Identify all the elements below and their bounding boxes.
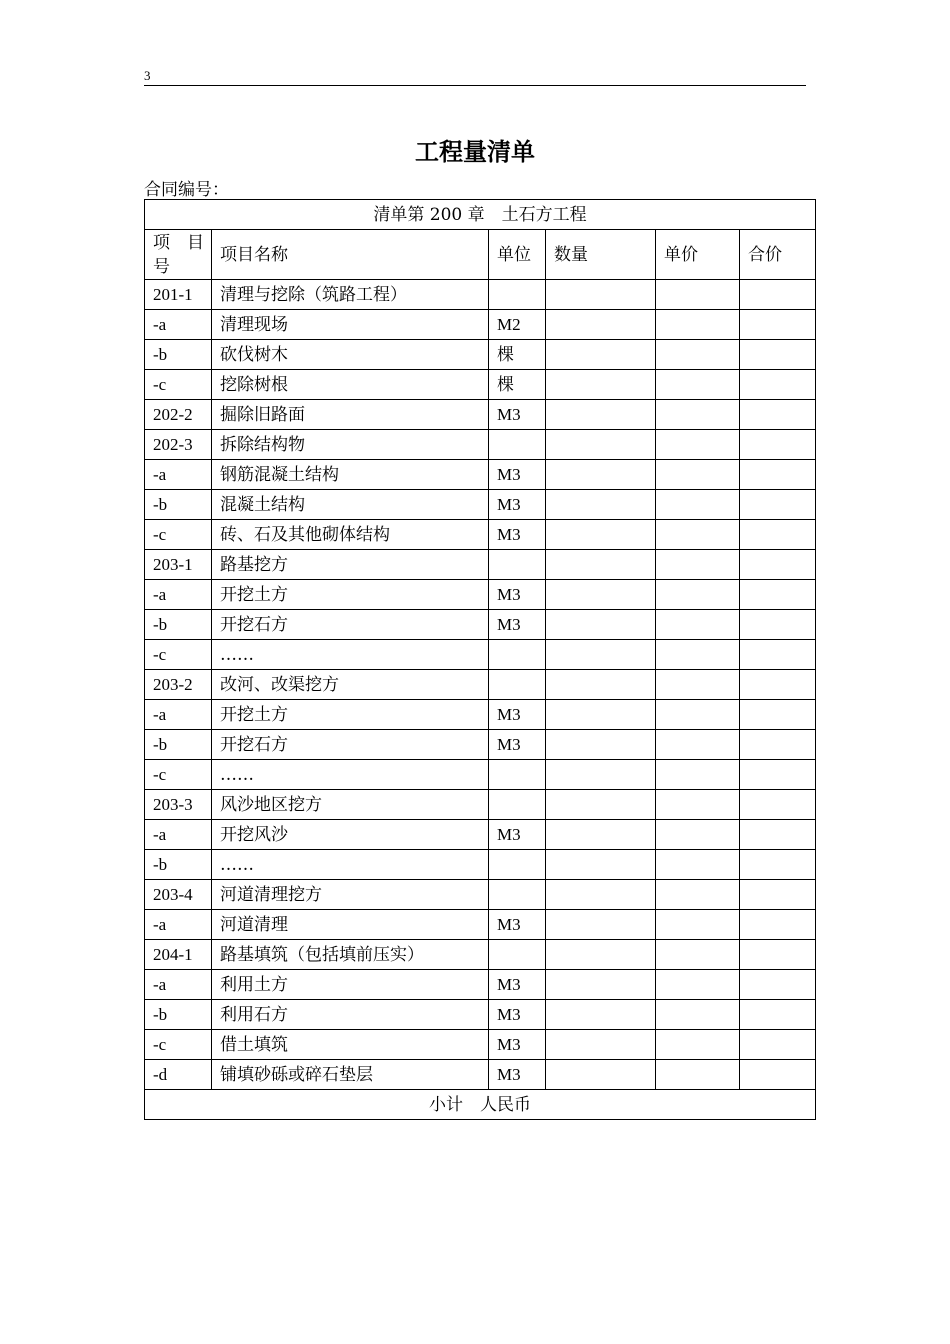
item-no-cell: -a: [145, 700, 212, 730]
unit-price-cell: [656, 370, 740, 400]
total-price-cell: [740, 670, 816, 700]
chapter-heading: 清单第 200 章 土石方工程: [145, 200, 816, 230]
quantity-cell: [546, 430, 656, 460]
item-name-cell: 开挖风沙: [212, 820, 489, 850]
total-price-cell: [740, 700, 816, 730]
item-no-cell: 202-3: [145, 430, 212, 460]
quantity-cell: [546, 700, 656, 730]
item-name-cell: 河道清理: [212, 910, 489, 940]
quantity-cell: [546, 580, 656, 610]
item-name-cell: ……: [212, 640, 489, 670]
table-row: [145, 1060, 816, 1090]
table-row: [145, 370, 816, 400]
unit-price-cell: [656, 670, 740, 700]
item-no-cell: -a: [145, 910, 212, 940]
item-no-cell: -b: [145, 340, 212, 370]
unit-price-cell: [656, 760, 740, 790]
item-no-cell: -b: [145, 490, 212, 520]
item-name-cell: 掘除旧路面: [212, 400, 489, 430]
item-name-cell: 清理与挖除（筑路工程）: [212, 280, 489, 310]
column-header-row: [145, 230, 816, 280]
total-price-cell: [740, 970, 816, 1000]
quantity-cell: [546, 1060, 656, 1090]
subtotal-label: 小计 人民币: [145, 1090, 816, 1120]
total-price-cell: [740, 910, 816, 940]
total-price-cell: [740, 310, 816, 340]
table-row: [145, 760, 816, 790]
quantity-cell: [546, 820, 656, 850]
table-row: [145, 460, 816, 490]
table-row: [145, 280, 816, 310]
unit-price-cell: [656, 700, 740, 730]
item-name-cell: 砖、石及其他砌体结构: [212, 520, 489, 550]
item-no-cell: -c: [145, 520, 212, 550]
item-name-cell: 拆除结构物: [212, 430, 489, 460]
table-row: [145, 850, 816, 880]
unit-cell: M3: [489, 610, 546, 640]
item-name-cell: ……: [212, 760, 489, 790]
item-name-cell: 河道清理挖方: [212, 880, 489, 910]
column-header-item-no: 项 目号: [145, 230, 212, 280]
quantity-cell: [546, 370, 656, 400]
column-header-unit-price: 单价: [656, 230, 740, 280]
unit-cell: [489, 550, 546, 580]
item-no-cell: -c: [145, 760, 212, 790]
quantity-cell: [546, 940, 656, 970]
unit-cell: M3: [489, 400, 546, 430]
item-name-cell: ……: [212, 850, 489, 880]
item-no-cell: 202-2: [145, 400, 212, 430]
unit-cell: [489, 850, 546, 880]
item-no-cell: -a: [145, 310, 212, 340]
unit-price-cell: [656, 910, 740, 940]
total-price-cell: [740, 400, 816, 430]
quantity-cell: [546, 340, 656, 370]
item-name-cell: 利用土方: [212, 970, 489, 1000]
unit-cell: M3: [489, 1030, 546, 1060]
table-row: [145, 490, 816, 520]
item-name-cell: 开挖土方: [212, 700, 489, 730]
item-no-cell: -b: [145, 610, 212, 640]
total-price-cell: [740, 460, 816, 490]
table-row: [145, 310, 816, 340]
bill-of-quantities-table: [144, 199, 816, 1120]
unit-price-cell: [656, 490, 740, 520]
unit-cell: M3: [489, 1000, 546, 1030]
total-price-cell: [740, 610, 816, 640]
item-no-cell: -b: [145, 730, 212, 760]
unit-price-cell: [656, 880, 740, 910]
total-price-cell: [740, 340, 816, 370]
table-row: [145, 730, 816, 760]
item-no-cell: -b: [145, 850, 212, 880]
item-no-cell: -d: [145, 1060, 212, 1090]
quantity-cell: [546, 490, 656, 520]
table-row: [145, 670, 816, 700]
unit-cell: M3: [489, 970, 546, 1000]
item-no-cell: -a: [145, 580, 212, 610]
unit-price-cell: [656, 730, 740, 760]
item-no-cell: -a: [145, 970, 212, 1000]
table-row: [145, 910, 816, 940]
unit-cell: [489, 430, 546, 460]
item-name-cell: 开挖土方: [212, 580, 489, 610]
total-price-cell: [740, 430, 816, 460]
quantity-cell: [546, 670, 656, 700]
table-row: [145, 1030, 816, 1060]
total-price-cell: [740, 640, 816, 670]
table-row: [145, 790, 816, 820]
unit-price-cell: [656, 580, 740, 610]
subtotal-row: [145, 1090, 816, 1120]
item-name-cell: 借土填筑: [212, 1030, 489, 1060]
total-price-cell: [740, 520, 816, 550]
total-price-cell: [740, 1030, 816, 1060]
unit-price-cell: [656, 520, 740, 550]
item-no-cell: -c: [145, 370, 212, 400]
total-price-cell: [740, 760, 816, 790]
item-no-cell: -a: [145, 460, 212, 490]
total-price-cell: [740, 280, 816, 310]
total-price-cell: [740, 580, 816, 610]
table-row: [145, 970, 816, 1000]
quantity-cell: [546, 280, 656, 310]
quantity-cell: [546, 880, 656, 910]
item-no-cell: 203-2: [145, 670, 212, 700]
total-price-cell: [740, 490, 816, 520]
quantity-cell: [546, 460, 656, 490]
total-price-cell: [740, 790, 816, 820]
unit-price-cell: [656, 970, 740, 1000]
table-row: [145, 550, 816, 580]
unit-cell: [489, 760, 546, 790]
quantity-cell: [546, 520, 656, 550]
total-price-cell: [740, 940, 816, 970]
unit-price-cell: [656, 310, 740, 340]
quantity-cell: [546, 790, 656, 820]
quantity-cell: [546, 760, 656, 790]
unit-cell: M2: [489, 310, 546, 340]
unit-cell: M3: [489, 490, 546, 520]
header-rule: [144, 85, 806, 86]
table-row: [145, 1000, 816, 1030]
item-no-cell: 204-1: [145, 940, 212, 970]
quantity-cell: [546, 550, 656, 580]
unit-cell: [489, 670, 546, 700]
item-no-cell: -c: [145, 640, 212, 670]
unit-cell: M3: [489, 700, 546, 730]
unit-price-cell: [656, 340, 740, 370]
quantity-cell: [546, 610, 656, 640]
item-no-cell: 203-1: [145, 550, 212, 580]
table-row: [145, 340, 816, 370]
unit-cell: [489, 940, 546, 970]
unit-cell: M3: [489, 820, 546, 850]
item-name-cell: 混凝土结构: [212, 490, 489, 520]
total-price-cell: [740, 730, 816, 760]
item-name-cell: 钢筋混凝土结构: [212, 460, 489, 490]
item-name-cell: 挖除树根: [212, 370, 489, 400]
unit-price-cell: [656, 640, 740, 670]
item-name-cell: 铺填砂砾或碎石垫层: [212, 1060, 489, 1090]
chapter-heading-row: [145, 200, 816, 230]
item-no-cell: -a: [145, 820, 212, 850]
quantity-cell: [546, 1000, 656, 1030]
quantity-cell: [546, 310, 656, 340]
unit-price-cell: [656, 940, 740, 970]
quantity-cell: [546, 640, 656, 670]
item-no-cell: 203-4: [145, 880, 212, 910]
total-price-cell: [740, 550, 816, 580]
unit-cell: 棵: [489, 370, 546, 400]
unit-cell: M3: [489, 580, 546, 610]
item-name-cell: 清理现场: [212, 310, 489, 340]
unit-price-cell: [656, 280, 740, 310]
total-price-cell: [740, 820, 816, 850]
quantity-cell: [546, 970, 656, 1000]
unit-price-cell: [656, 820, 740, 850]
column-header-total-price: 合价: [740, 230, 816, 280]
quantity-cell: [546, 400, 656, 430]
item-no-cell: -b: [145, 1000, 212, 1030]
unit-cell: [489, 640, 546, 670]
column-header-unit: 单位: [489, 230, 546, 280]
column-header-item-name: 项目名称: [212, 230, 489, 280]
item-name-cell: 砍伐树木: [212, 340, 489, 370]
table-row: [145, 880, 816, 910]
unit-price-cell: [656, 1060, 740, 1090]
item-no-cell: -c: [145, 1030, 212, 1060]
item-name-cell: 路基挖方: [212, 550, 489, 580]
item-name-cell: 开挖石方: [212, 610, 489, 640]
unit-cell: M3: [489, 460, 546, 490]
unit-cell: M3: [489, 520, 546, 550]
unit-price-cell: [656, 850, 740, 880]
unit-price-cell: [656, 460, 740, 490]
item-name-cell: 开挖石方: [212, 730, 489, 760]
unit-cell: M3: [489, 1060, 546, 1090]
unit-cell: [489, 790, 546, 820]
unit-price-cell: [656, 550, 740, 580]
quantity-cell: [546, 730, 656, 760]
item-no-cell: 201-1: [145, 280, 212, 310]
unit-price-cell: [656, 610, 740, 640]
unit-price-cell: [656, 1000, 740, 1030]
table-row: [145, 580, 816, 610]
unit-price-cell: [656, 790, 740, 820]
unit-cell: [489, 280, 546, 310]
table-row: [145, 610, 816, 640]
unit-price-cell: [656, 1030, 740, 1060]
unit-price-cell: [656, 430, 740, 460]
item-name-cell: 风沙地区挖方: [212, 790, 489, 820]
table-row: [145, 940, 816, 970]
quantity-cell: [546, 850, 656, 880]
total-price-cell: [740, 850, 816, 880]
item-name-cell: 改河、改渠挖方: [212, 670, 489, 700]
unit-cell: 棵: [489, 340, 546, 370]
item-name-cell: 利用石方: [212, 1000, 489, 1030]
unit-cell: M3: [489, 730, 546, 760]
table-row: [145, 700, 816, 730]
table-row: [145, 640, 816, 670]
unit-cell: [489, 880, 546, 910]
total-price-cell: [740, 370, 816, 400]
table-row: [145, 520, 816, 550]
item-name-cell: 路基填筑（包括填前压实）: [212, 940, 489, 970]
table-row: [145, 430, 816, 460]
page-number: 3: [144, 68, 151, 83]
total-price-cell: [740, 880, 816, 910]
total-price-cell: [740, 1000, 816, 1030]
column-header-quantity: 数量: [546, 230, 656, 280]
table-row: [145, 820, 816, 850]
quantity-cell: [546, 1030, 656, 1060]
contract-number-label: 合同编号：: [144, 180, 229, 200]
quantity-cell: [546, 910, 656, 940]
table-row: [145, 400, 816, 430]
unit-cell: M3: [489, 910, 546, 940]
item-no-cell: 203-3: [145, 790, 212, 820]
unit-price-cell: [656, 400, 740, 430]
document-title: 工程量清单: [415, 138, 535, 166]
total-price-cell: [740, 1060, 816, 1090]
